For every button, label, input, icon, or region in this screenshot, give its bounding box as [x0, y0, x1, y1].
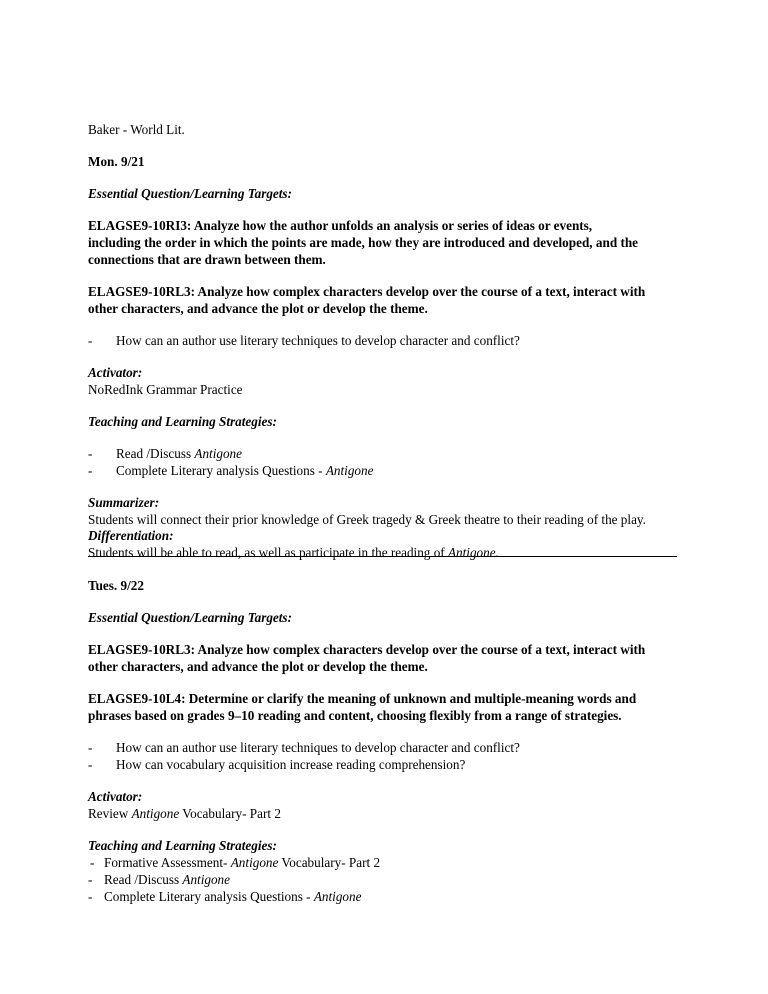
mon-eq-heading: Essential Question/Learning Targets: — [88, 186, 292, 201]
mon-summarizer-text: Students will connect their prior knowledge of Greek tragedy & Greek theatre to their reading of the play. — [88, 512, 646, 527]
tues-activator-text — [88, 805, 281, 822]
tls-text: Formative Assessment- — [104, 855, 231, 870]
mon-standard-2-line-2: other characters, and advance the plot or develop the theme. — [88, 301, 428, 316]
mon-differentiation-text — [88, 544, 499, 561]
tls-title-italic: Antigone — [182, 872, 231, 887]
mon-tls-item-2-text — [116, 462, 373, 479]
activator-title-italic: Antigone — [131, 806, 180, 821]
tues-activator-heading: Activator: — [88, 789, 143, 804]
mon-standard-2-line-1: ELAGSE9-10RL3: Analyze how complex characters develop over the course of a text, interact with — [88, 284, 646, 299]
tues-tls-item-3-text — [104, 888, 361, 905]
tls-title-italic: Antigone — [230, 855, 279, 870]
mon-activator-text: NoRedInk Grammar Practice — [88, 382, 243, 397]
mon-question-text: How can an author use literary techniques to develop character and conflict? — [116, 333, 520, 348]
tls-text: Read /Discuss — [116, 446, 195, 461]
tues-question-1-text: How can an author use literary techniques to develop character and conflict? — [116, 740, 520, 755]
tues-tls-heading: Teaching and Learning Strategies: — [88, 838, 277, 853]
bullet-dash: - — [88, 333, 93, 348]
tls-title-italic: Antigone — [194, 446, 243, 461]
bullet-dash: - — [88, 446, 93, 461]
tues-standard-2-line-2: phrases based on grades 9–10 reading and content, choosing flexibly from a range of strategies. — [88, 708, 622, 723]
tls-title-italic: Antigone — [325, 463, 374, 478]
mon-standard-1-line-1: ELAGSE9-10RI3: Analyze how the author unfolds an analysis or series of ideas or events, — [88, 218, 593, 233]
tues-tls-item-1-text — [104, 854, 380, 871]
activator-text-end: Vocabulary- Part 2 — [179, 806, 281, 821]
section-divider — [88, 556, 677, 557]
tues-tls-item-2-text — [104, 871, 230, 888]
tls-title-italic: Antigone — [313, 889, 362, 904]
tls-text: Complete Literary analysis Questions - — [104, 889, 314, 904]
bullet-dash: - — [90, 855, 95, 870]
bullet-dash: - — [88, 889, 93, 904]
bullet-dash: - — [88, 872, 93, 887]
diff-title-italic: Antigone. — [447, 545, 499, 560]
bullet-dash: - — [88, 463, 93, 478]
mon-activator-heading: Activator: — [88, 365, 143, 380]
tls-text: Read /Discuss — [104, 872, 183, 887]
tues-standard-1-line-1: ELAGSE9-10RL3: Analyze how complex characters develop over the course of a text, interact with — [88, 642, 646, 657]
doc-header: Baker - World Lit. — [88, 122, 185, 137]
mon-differentiation-heading: Differentiation: — [88, 528, 174, 543]
bullet-dash: - — [88, 740, 93, 755]
tues-question-2-text: How can vocabulary acquisition increase reading comprehension? — [116, 757, 466, 772]
bullet-dash: - — [88, 757, 93, 772]
tues-standard-1-line-2: other characters, and advance the plot or develop the theme. — [88, 659, 428, 674]
diff-text: Students will be able to read, as well as participate in the reading of — [88, 545, 448, 560]
tues-date: Tues. 9/22 — [88, 578, 144, 593]
mon-tls-item-1-text — [116, 445, 242, 462]
mon-tls-heading: Teaching and Learning Strategies: — [88, 414, 277, 429]
mon-summarizer-heading: Summarizer: — [88, 495, 160, 510]
mon-standard-1-line-2: including the order in which the points are made, how they are introduced and developed, and the — [88, 235, 639, 250]
activator-text: Review — [88, 806, 132, 821]
tues-eq-heading: Essential Question/Learning Targets: — [88, 610, 292, 625]
tues-standard-2-line-1: ELAGSE9-10L4: Determine or clarify the meaning of unknown and multiple-meaning words and — [88, 691, 637, 706]
mon-date: Mon. 9/21 — [88, 154, 145, 169]
tls-text-end: Vocabulary- Part 2 — [278, 855, 381, 870]
mon-standard-1-line-3: connections that are drawn between them. — [88, 252, 326, 267]
tls-text: Complete Literary analysis Questions - — [116, 463, 326, 478]
